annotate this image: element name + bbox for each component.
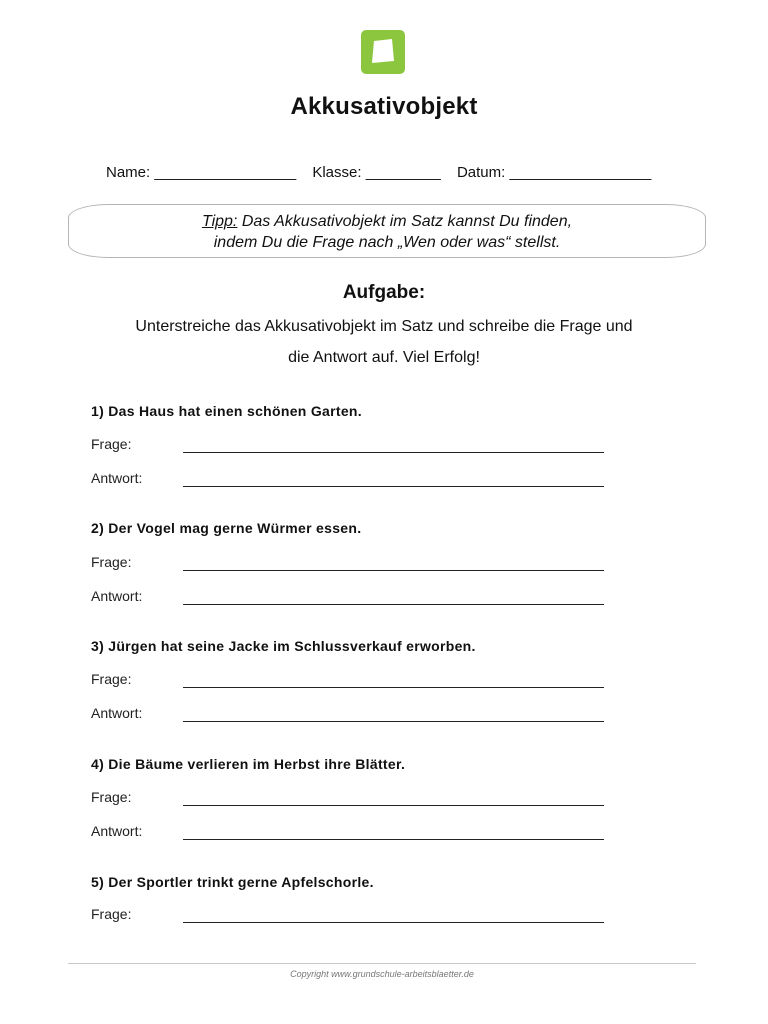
name-field[interactable]: Name: _________________ — [106, 164, 297, 181]
question-3-frage-label: Frage: — [91, 671, 132, 687]
task-heading: Aufgabe: — [342, 282, 426, 303]
document-logo-icon — [361, 30, 405, 74]
question-1-antwort-line[interactable] — [183, 486, 604, 487]
footer-divider — [68, 963, 696, 964]
question-2-frage-label: Frage: — [91, 554, 132, 570]
question-3-antwort-label: Antwort: — [91, 705, 143, 721]
question-3-frage-line[interactable] — [183, 687, 604, 688]
question-1-frage-label: Frage: — [91, 436, 132, 452]
tip-line-2: indem Du die Frage nach „Wen oder was“ stellst. — [213, 234, 561, 251]
question-1-frage-line[interactable] — [183, 452, 604, 453]
question-2-frage-line[interactable] — [183, 570, 604, 571]
task-line-1: Unterstreiche das Akkusativobjekt im Satz und schreibe die Frage und — [135, 318, 633, 335]
class-field[interactable]: Klasse: _________ — [312, 164, 441, 181]
question-3-antwort-line[interactable] — [183, 721, 604, 722]
copyright-text[interactable]: Copyright www.grundschule-arbeitsblaetter.de — [290, 969, 474, 979]
question-5: 5) Der Sportler trinkt gerne Apfelschorle. — [91, 874, 374, 890]
question-1-antwort-label: Antwort: — [91, 470, 143, 486]
question-5-frage-line[interactable] — [183, 922, 604, 923]
question-4-antwort-line[interactable] — [183, 839, 604, 840]
question-2: 2) Der Vogel mag gerne Würmer essen. — [91, 520, 362, 536]
date-field[interactable]: Datum: _________________ — [456, 164, 652, 181]
question-4-frage-label: Frage: — [91, 789, 132, 805]
question-4-frage-line[interactable] — [183, 805, 604, 806]
question-5-frage-label: Frage: — [91, 906, 132, 922]
question-2-antwort-label: Antwort: — [91, 588, 143, 604]
question-1: 1) Das Haus hat einen schönen Garten. — [91, 403, 362, 419]
page-title: Akkusativobjekt — [290, 93, 478, 120]
question-4: 4) Die Bäume verlieren im Herbst ihre Blätter. — [91, 756, 406, 772]
tip-label: Tipp: — [201, 213, 238, 230]
task-instructions — [96, 311, 672, 373]
question-2-antwort-line[interactable] — [183, 604, 604, 605]
question-3: 3) Jürgen hat seine Jacke im Schlussverkauf erworben. — [91, 638, 476, 654]
question-4-antwort-label: Antwort: — [91, 823, 143, 839]
task-line-2: die Antwort auf. Viel Erfolg! — [288, 349, 480, 366]
tip-line-1 — [69, 211, 705, 232]
student-info — [106, 164, 663, 181]
tip-box — [68, 204, 706, 258]
tip-text-1: Das Akkusativobjekt im Satz kannst Du finden, — [237, 213, 573, 230]
